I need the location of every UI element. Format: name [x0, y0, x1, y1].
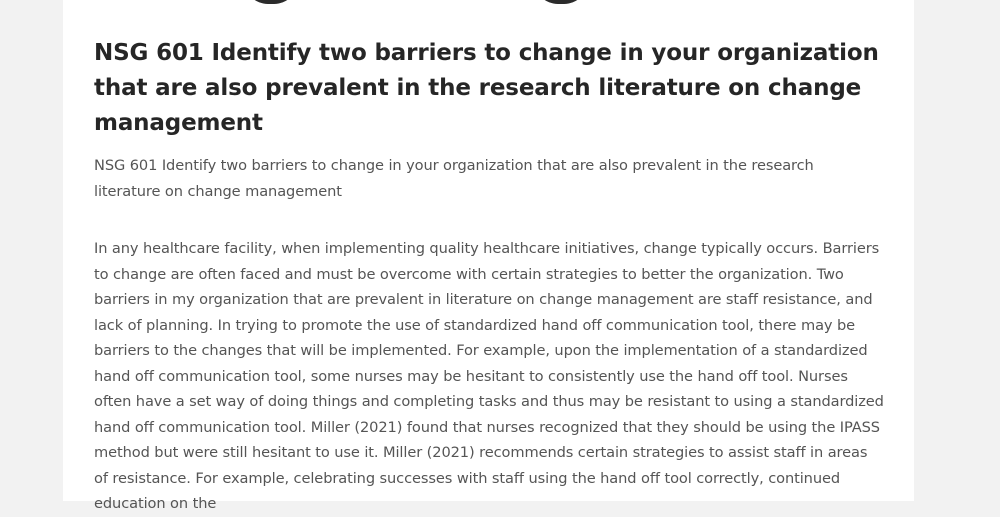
article-page	[63, 0, 914, 512]
cut-off-heading-fragment	[94, 0, 884, 4]
article-lead: NSG 601 Identify two barriers to change in your organization that are also prevalent in the research literature on change management	[94, 157, 814, 200]
article-title: NSG 601 Identify two barriers to change in your organization that are also prevalent in the research literature on change management	[94, 40, 879, 136]
article-body: In any healthcare facility, when implementing quality healthcare initiatives, change typically occurs. Barriers to change are often faced and must be overcome with certain strategies to better the organization. Two barriers in my organization that are prevalent in literature on change management are staff resistance, and lack of planning. In trying to promote the use of standardized hand off communication tool, there may be barriers to the changes that will be implemented. For example, upon the implementation of a standardized hand off communication tool, some nurses may be hesitant to consistently use the hand off tool. Nurses often have a set way of doing things and completing tasks and thus may be resistant to using a standardized hand off communication tool. Miller (2021) found that nurses recognized that they should be using the IPASS method but were still hesitant to use it. Miller (2021) recommends certain strategies to assist staff in areas of resistance. For example, celebrating successes with staff using the hand off tool correctly, continued education on the	[94, 240, 884, 512]
